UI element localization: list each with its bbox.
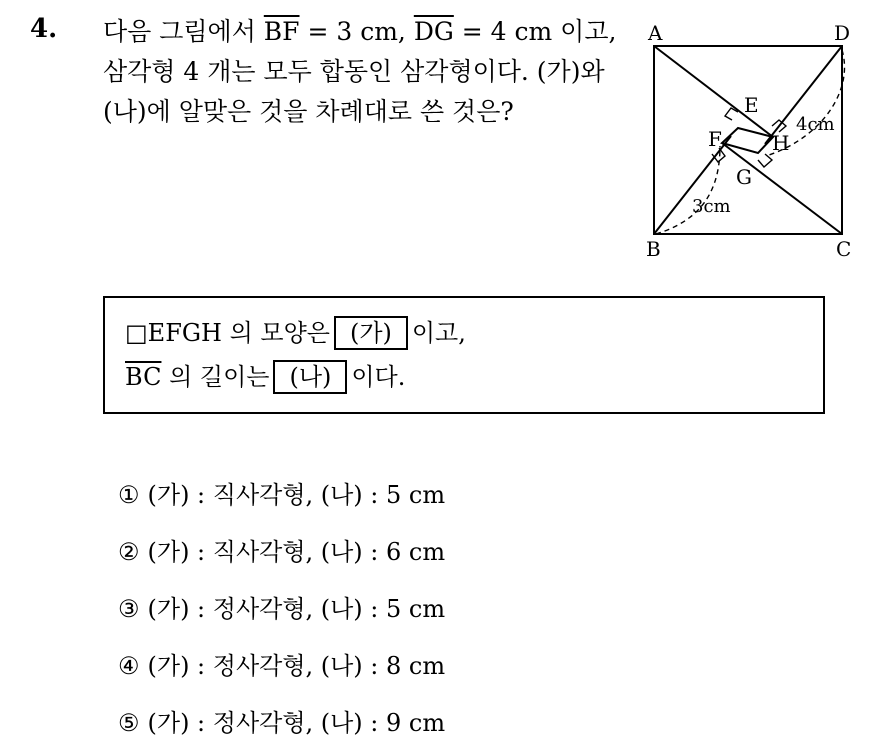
stem-text-1: 다음 그림에서 xyxy=(103,17,264,46)
choice-5-number: ⑤ xyxy=(118,709,140,737)
label-b: B xyxy=(646,237,661,260)
box-line-2 xyxy=(125,360,405,394)
choice-3-text: (가) : 정사각형, (나) : 5 cm xyxy=(147,595,446,623)
choice-5[interactable] xyxy=(118,706,445,740)
right-angle-mark-4 xyxy=(758,154,772,167)
segment-bf: $\overline{BF}$ xyxy=(263,17,300,46)
label-c: C xyxy=(836,237,852,260)
choice-1-text: (가) : 직사각형, (나) : 5 cm xyxy=(147,481,446,509)
box-line2-suffix: 이다. xyxy=(351,363,406,391)
choice-1-number: ① xyxy=(118,481,140,509)
choice-1[interactable] xyxy=(118,478,445,512)
label-g: G xyxy=(736,165,752,189)
stem-text-3: = 4 cm 이고, xyxy=(453,17,617,46)
condition-box xyxy=(103,296,825,414)
stem-line-1 xyxy=(103,12,633,52)
question-stem xyxy=(103,12,633,132)
label-d: D xyxy=(834,21,851,45)
label-3cm: 3cm xyxy=(692,196,731,217)
label-f: F xyxy=(708,127,722,151)
question-number: 4. xyxy=(30,14,58,44)
square-abcd xyxy=(654,46,842,234)
segment-bc: $\overline{BC}$ xyxy=(125,363,162,391)
label-a: A xyxy=(648,21,663,45)
box-line1-prefix: □EFGH 의 모양은 xyxy=(125,319,330,347)
stem-line-3: (나)에 알맞은 것을 차례대로 쓴 것은? xyxy=(103,97,514,126)
stem-text-2: = 3 cm, xyxy=(299,17,414,46)
segment-ah xyxy=(654,46,773,137)
choice-4[interactable] xyxy=(118,649,445,683)
segment-dg: $\overline{DG}$ xyxy=(413,17,454,46)
stem-line-2: 삼각형 4 개는 모두 합동인 삼각형이다. (가)와 xyxy=(103,57,605,86)
choice-2-number: ② xyxy=(118,538,140,566)
choice-5-text: (가) : 정사각형, (나) : 9 cm xyxy=(147,709,446,737)
blank-na: (나) xyxy=(273,360,347,394)
choice-3-number: ③ xyxy=(118,595,140,623)
choice-2[interactable] xyxy=(118,535,445,569)
label-e: E xyxy=(744,93,759,117)
box-line-1 xyxy=(125,316,466,350)
label-h: H xyxy=(772,131,790,155)
choice-4-number: ④ xyxy=(118,652,140,680)
box-line1-suffix: 이고, xyxy=(411,319,466,347)
choice-2-text: (가) : 직사각형, (나) : 6 cm xyxy=(147,538,446,566)
label-4cm: 4cm xyxy=(796,114,835,135)
box-line2-prefix: 의 길이는 xyxy=(161,363,270,391)
choice-4-text: (가) : 정사각형, (나) : 8 cm xyxy=(147,652,446,680)
blank-ga: (가) xyxy=(334,316,408,350)
choice-3[interactable] xyxy=(118,592,445,626)
geometry-figure xyxy=(632,20,864,260)
